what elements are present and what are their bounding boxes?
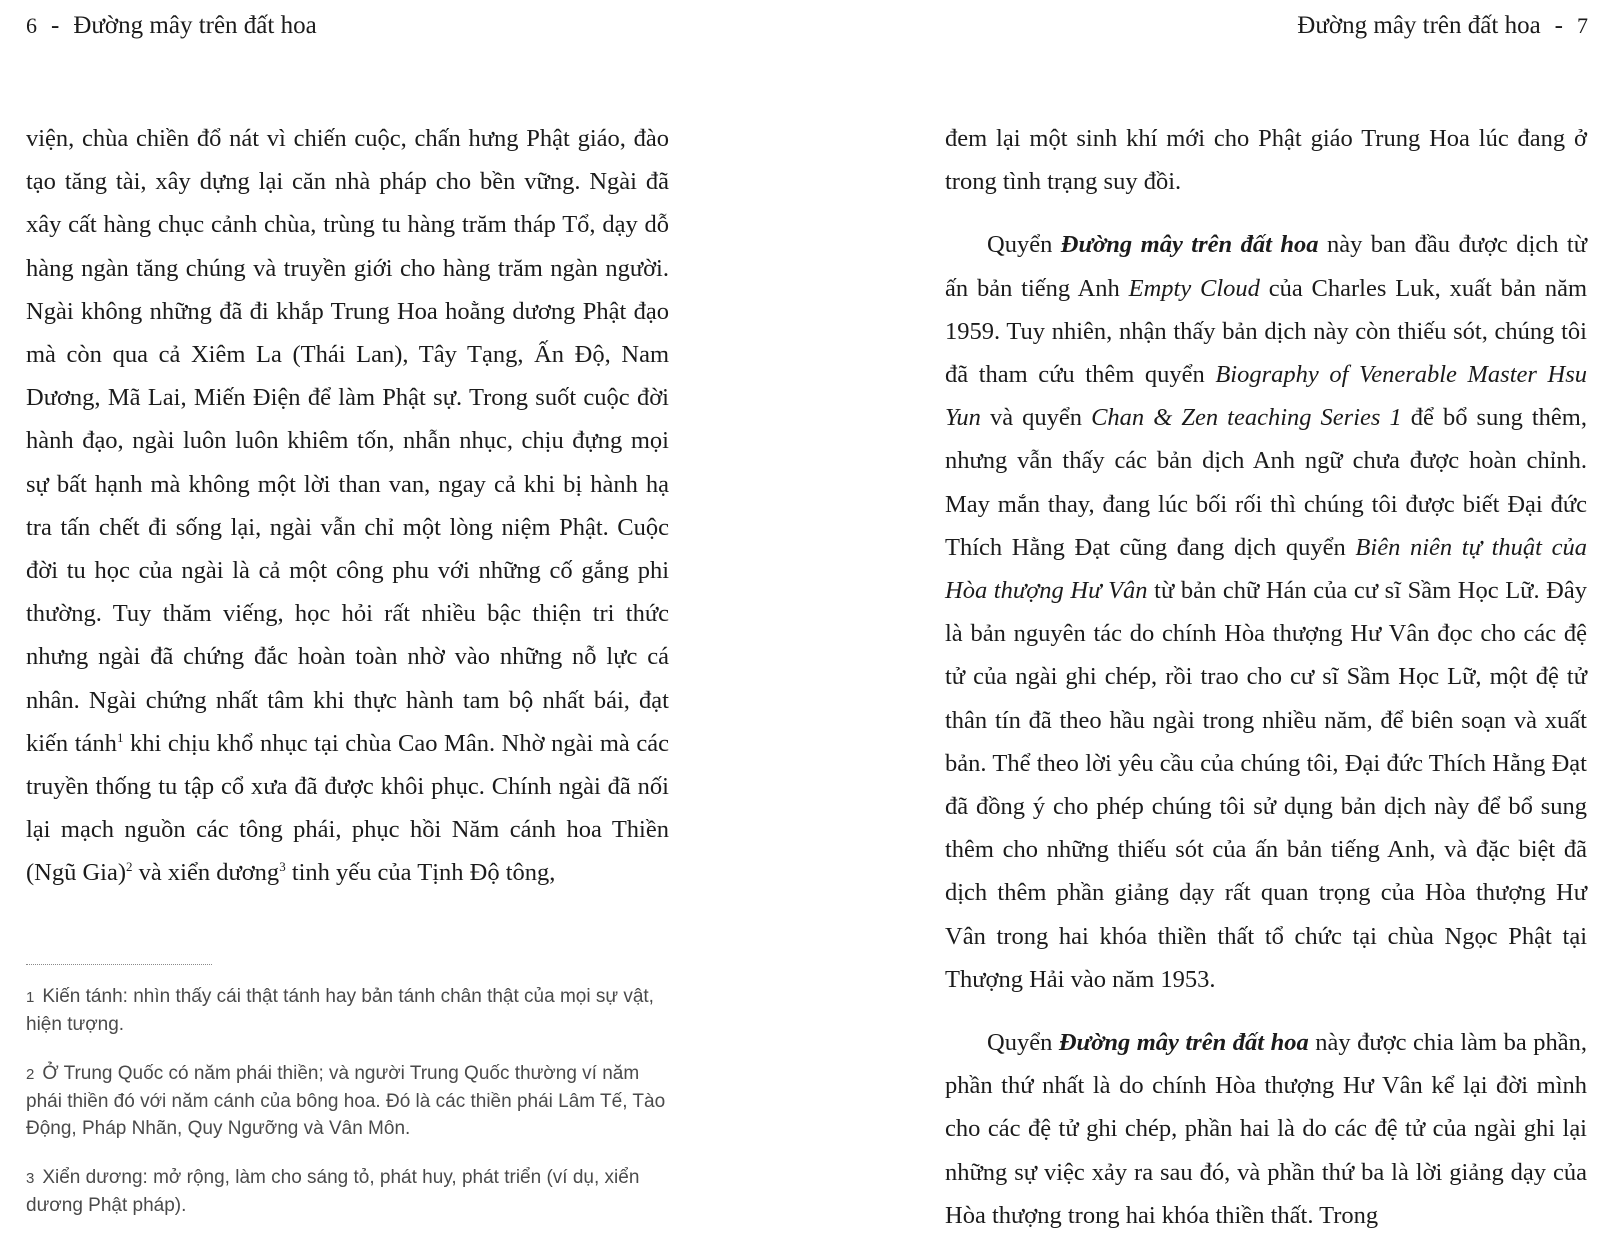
cited-title: Chan & Zen teaching Series 1: [1091, 404, 1402, 432]
footnote-text: Ở Trung Quốc có năm phái thiền; và người Trung Quốc thường ví năm phái thiền đó với năm cánh của bông hoa. Đó là các thiền phái Lâm Tế, Tào Động, Pháp Nhãn, Quy Ngưỡng và Vân Môn.: [26, 1063, 666, 1139]
book-title: Đường mây trên đất hoa: [1058, 1029, 1309, 1057]
footnote-text: Kiến tánh: nhìn thấy cái thật tánh hay bản tánh chân thật của mọi sự vật, hiện tượng.: [26, 986, 654, 1035]
footnote-ref-2[interactable]: 2: [126, 859, 133, 875]
text-run: viện, chùa chiền đổ nát vì chiến cuộc, chấn hưng Phật giáo, đào tạo tăng tài, xây dựng lại căn nhà pháp cho bền vững. Ngài đã xây cất hàng chục cảnh chùa, trùng tu hàng trăm tháp Tổ, dạy dỗ hàng ngàn tăng chúng và truyền giới cho hàng trăm ngàn người. Ngài không những đã đi khắp Trung Hoa hoằng dương Phật đạo mà còn qua cả Xiêm La (Thái Lan), Tây Tạng, Ấn Độ, Nam Dương, Mã Lai, Miến Điện để làm Phật sự. Trong suốt cuộc đời hành đạo, ngài luôn luôn khiêm tốn, nhẫn nhục, chịu đựng mọi sự bất hạnh mà không một lời than van, ngay cả khi bị hành hạ tra tấn chết đi sống lại, ngài vẫn chỉ một lòng niệm Phật. Cuộc đời tu học của ngài là cả một công phu với những cố gắng phi thường. Tuy thăm viếng, học hỏi rất nhiều bậc thiện tri thức nhưng ngài đã chứng đắc hoàn toàn nhờ vào những nỗ lực cá nhân. Ngài chứng nhất tâm khi thực hành tam bộ nhất bái, đạt kiến tánh: [26, 125, 669, 757]
paragraph: [26, 117, 669, 895]
right-running-header: [1297, 10, 1588, 42]
paragraph-3: [945, 1021, 1587, 1237]
text-run: và quyển: [980, 404, 1092, 432]
text-run: tinh yếu của Tịnh Độ tông,: [285, 859, 556, 887]
footnote-3: [26, 1164, 669, 1219]
header-dash: -: [51, 12, 60, 39]
footnotes: [26, 983, 669, 1241]
text-run: Quyển: [987, 231, 1061, 259]
book-title-header: Đường mây trên đất hoa: [1297, 12, 1541, 39]
left-running-header: [26, 10, 317, 42]
text-run: để bổ sung thêm, nhưng vẫn thấy các bản dịch Anh ngữ chưa được hoàn chỉnh. May mắn thay, đang lúc bối rối thì chúng tôi được biết Đại đức Thích Hằng Đạt cũng đang dịch quyển: [945, 404, 1587, 561]
footnote-separator: [26, 964, 212, 965]
footnote-number: 2: [26, 1066, 35, 1083]
footnote-ref-3[interactable]: 3: [279, 859, 286, 875]
page-number: 7: [1577, 13, 1588, 38]
right-body-text: [945, 117, 1587, 1237]
left-page: [0, 0, 806, 1228]
footnote-1: [26, 983, 669, 1038]
text-run: của Charles Luk, xuất bản năm 1959. Tuy nhiên, nhận thấy bản dịch này còn thiếu sót, chúng tôi đã tham cứu thêm quyển: [945, 274, 1587, 389]
footnote-2: [26, 1060, 669, 1142]
footnote-number: 1: [26, 989, 35, 1006]
page-number: 6: [26, 13, 37, 38]
cited-title: Empty Cloud: [1128, 274, 1260, 302]
text-run: và xiển dương: [132, 859, 280, 887]
footnote-number: 3: [26, 1170, 35, 1187]
paragraph-1: đem lại một sinh khí mới cho Phật giáo Trung Hoa lúc đang ở trong tình trạng suy đồi.: [945, 125, 1587, 196]
cited-title: Biên niên tự thuật của Hòa thượng Hư Vân: [945, 533, 1587, 605]
book-title: Đường mây trên đất hoa: [1060, 231, 1319, 259]
text-run: khi chịu khổ nhục tại chùa Cao Mân. Nhờ ngài mà các truyền thống tu tập cổ xưa đã được khôi phục. Chính ngài đã nối lại mạch nguồn các tông phái, phục hồi Năm cánh hoa Thiền (Ngũ Gia): [26, 729, 669, 887]
book-title-header: Đường mây trên đất hoa: [73, 12, 317, 39]
footnote-text: Xiển dương: mở rộng, làm cho sáng tỏ, phát huy, phát triển (ví dụ, xiển dương Phật pháp).: [26, 1167, 640, 1216]
text-run: này ban đầu được dịch từ ấn bản tiếng Anh: [945, 231, 1587, 302]
cited-title: Biography of Venerable Master Hsu Yun: [945, 361, 1587, 432]
paragraph-2: [945, 223, 1587, 1001]
right-page: [806, 0, 1612, 1228]
header-dash: -: [1554, 12, 1563, 39]
text-run: Quyển: [987, 1029, 1059, 1057]
text-run: từ bản chữ Hán của cư sĩ Sầm Học Lữ. Đây là bản nguyên tác do chính Hòa thượng Hư Vân đọc cho các đệ tử của ngài ghi chép, rồi trao cho cư sĩ Sầm Học Lữ, một đệ tử thân tín đã theo hầu ngài trong nhiều năm, để biên soạn và xuất bản. Thể theo lời yêu cầu của chúng tôi, Đại đức Thích Hằng Đạt đã đồng ý cho phép chúng tôi sử dụng bản dịch này để bổ sung thêm cho những thiếu sót của ấn bản tiếng Anh, và đặc biệt đã dịch thêm phần giảng dạy rất quan trọng của Hòa thượng Hư Vân trong hai khóa thiền thất tổ chức tại chùa Ngọc Phật tại Thượng Hải vào năm 1953.: [945, 577, 1587, 993]
left-body-text: [26, 117, 669, 895]
text-run: này được chia làm ba phần, phần thứ nhất là do chính Hòa thượng Hư Vân kể lại đời mình cho các đệ tử ghi chép, phần hai là do các đệ tử của ngài ghi lại những sự việc xảy ra sau đó, và phần thứ ba là lời giảng dạy của Hòa thượng trong hai khóa thiền thất. Trong: [945, 1029, 1588, 1229]
footnote-ref-1[interactable]: 1: [116, 729, 124, 745]
